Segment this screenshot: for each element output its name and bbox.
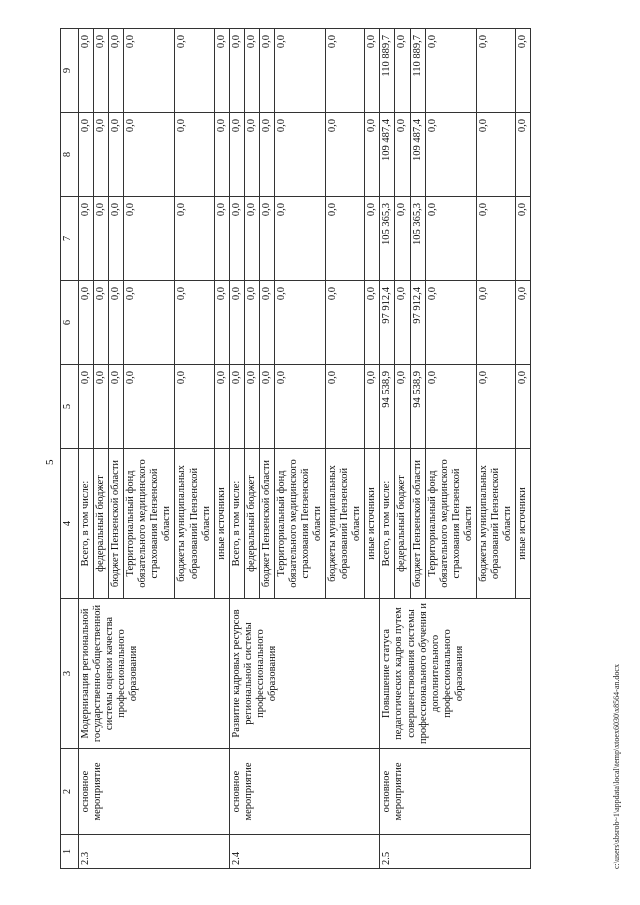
amount-cell: 0,0	[365, 365, 380, 449]
amount-cell: 0,0	[425, 197, 476, 281]
table-row	[79, 29, 94, 869]
amount-cell: 0,0	[274, 281, 325, 365]
amount-cell: 0,0	[175, 113, 214, 197]
amount-cell: 0,0	[244, 281, 259, 365]
amount-cell: 0,0	[425, 281, 476, 365]
budget-table	[60, 28, 531, 869]
amount-cell: 0,0	[109, 113, 124, 197]
funding-source: федеральный бюджет	[94, 449, 109, 599]
funding-source: иные источники	[516, 449, 531, 599]
amount-cell: 0,0	[395, 281, 410, 365]
amount-cell: 0,0	[109, 365, 124, 449]
amount-cell: 0,0	[259, 281, 274, 365]
amount-cell: 0,0	[244, 365, 259, 449]
amount-cell: 0,0	[395, 29, 410, 113]
amount-cell: 0,0	[425, 113, 476, 197]
funding-source: бюджет Пензенской области	[259, 449, 274, 599]
amount-cell: 0,0	[425, 29, 476, 113]
amount-cell: 0,0	[274, 197, 325, 281]
table-row	[380, 29, 395, 869]
header-cell: 7	[61, 197, 79, 281]
amount-cell: 0,0	[109, 29, 124, 113]
amount-cell: 0,0	[259, 113, 274, 197]
funding-source: бюджеты муниципальных образований Пензенской области	[476, 449, 515, 599]
amount-cell: 0,0	[79, 365, 94, 449]
item-number: 2.5	[380, 835, 531, 869]
header-cell: 4	[61, 449, 79, 599]
item-number: 2.3	[79, 835, 230, 869]
funding-source: бюджет Пензенской области	[410, 449, 425, 599]
amount-cell: 0,0	[244, 197, 259, 281]
page-number: 5	[44, 459, 56, 465]
amount-cell: 0,0	[175, 29, 214, 113]
item-title: Повышение статуса педагогических кадров путем совершенствования системы профессионального обучения и дополнительного профессионального образования	[380, 599, 531, 749]
amount-cell: 0,0	[109, 281, 124, 365]
amount-cell: 0,0	[274, 29, 325, 113]
amount-cell: 0,0	[274, 365, 325, 449]
amount-cell: 109 487,4	[410, 113, 425, 197]
funding-source: Территориальный фонд обязательного медицинского страхования Пензенской области	[274, 449, 325, 599]
item-type: основное мероприятие	[229, 749, 380, 835]
amount-cell: 0,0	[79, 281, 94, 365]
amount-cell: 0,0	[516, 29, 531, 113]
amount-cell: 0,0	[326, 281, 365, 365]
file-path-footer: c:\users\sbsrob~1\appdata\local\temp\xtoex6030\x8564-an.docx	[612, 664, 621, 869]
header-cell: 1	[61, 835, 79, 869]
amount-cell: 0,0	[425, 365, 476, 449]
header-cell: 3	[61, 599, 79, 749]
funding-source: бюджет Пензенской области	[109, 449, 124, 599]
amount-cell: 0,0	[274, 113, 325, 197]
amount-cell: 0,0	[94, 113, 109, 197]
amount-cell: 0,0	[476, 197, 515, 281]
funding-source: Территориальный фонд обязательного медицинского страхования Пензенской области	[124, 449, 175, 599]
amount-cell: 97 912,4	[410, 281, 425, 365]
amount-cell: 0,0	[229, 29, 244, 113]
funding-source: федеральный бюджет	[395, 449, 410, 599]
amount-cell: 0,0	[124, 113, 175, 197]
funding-source: Всего, в том числе:	[229, 449, 244, 599]
amount-cell: 0,0	[79, 113, 94, 197]
amount-cell: 0,0	[476, 113, 515, 197]
amount-cell: 0,0	[476, 365, 515, 449]
amount-cell: 0,0	[516, 197, 531, 281]
amount-cell: 0,0	[395, 113, 410, 197]
amount-cell: 0,0	[214, 113, 229, 197]
table-row	[229, 29, 244, 869]
amount-cell: 0,0	[214, 29, 229, 113]
amount-cell: 0,0	[365, 113, 380, 197]
item-title: Модернизация региональной государственно-общественной системы оценки качества профессионального образования	[79, 599, 230, 749]
funding-source: иные источники	[365, 449, 380, 599]
header-cell: 6	[61, 281, 79, 365]
amount-cell: 0,0	[326, 197, 365, 281]
amount-cell: 0,0	[259, 365, 274, 449]
amount-cell: 0,0	[516, 281, 531, 365]
item-type: основное мероприятие	[79, 749, 230, 835]
amount-cell: 0,0	[124, 197, 175, 281]
amount-cell: 109 487,4	[380, 113, 395, 197]
amount-cell: 0,0	[244, 113, 259, 197]
amount-cell: 0,0	[94, 197, 109, 281]
amount-cell: 0,0	[259, 197, 274, 281]
amount-cell: 0,0	[229, 365, 244, 449]
header-row	[61, 29, 79, 869]
header-cell: 5	[61, 365, 79, 449]
amount-cell: 0,0	[476, 29, 515, 113]
funding-source: федеральный бюджет	[244, 449, 259, 599]
amount-cell: 0,0	[476, 281, 515, 365]
funding-source: бюджеты муниципальных образований Пензенской области	[175, 449, 214, 599]
amount-cell: 0,0	[214, 365, 229, 449]
amount-cell: 0,0	[229, 197, 244, 281]
amount-cell: 0,0	[79, 29, 94, 113]
amount-cell: 0,0	[109, 197, 124, 281]
amount-cell: 0,0	[94, 29, 109, 113]
funding-source: бюджеты муниципальных образований Пензенской области	[326, 449, 365, 599]
amount-cell: 0,0	[175, 281, 214, 365]
amount-cell: 0,0	[124, 281, 175, 365]
header-cell: 8	[61, 113, 79, 197]
amount-cell: 0,0	[94, 281, 109, 365]
amount-cell: 0,0	[516, 113, 531, 197]
header-cell: 2	[61, 749, 79, 835]
amount-cell: 0,0	[516, 365, 531, 449]
amount-cell: 0,0	[214, 197, 229, 281]
amount-cell: 0,0	[175, 365, 214, 449]
amount-cell: 0,0	[124, 29, 175, 113]
amount-cell: 105 365,3	[380, 197, 395, 281]
amount-cell: 0,0	[395, 197, 410, 281]
amount-cell: 0,0	[326, 113, 365, 197]
amount-cell: 0,0	[365, 197, 380, 281]
amount-cell: 0,0	[326, 29, 365, 113]
amount-cell: 0,0	[244, 29, 259, 113]
amount-cell: 94 538,9	[410, 365, 425, 449]
item-type: основное мероприятие	[380, 749, 531, 835]
item-number: 2.4	[229, 835, 380, 869]
amount-cell: 0,0	[229, 281, 244, 365]
amount-cell: 110 889,7	[380, 29, 395, 113]
funding-source: Всего, в том числе:	[79, 449, 94, 599]
amount-cell: 110 889,7	[410, 29, 425, 113]
amount-cell: 97 912,4	[380, 281, 395, 365]
item-title: Развитие кадровых ресурсов региональной системы профессионального образования	[229, 599, 380, 749]
amount-cell: 105 365,3	[410, 197, 425, 281]
funding-source: иные источники	[214, 449, 229, 599]
amount-cell: 0,0	[395, 365, 410, 449]
amount-cell: 0,0	[326, 365, 365, 449]
amount-cell: 0,0	[79, 197, 94, 281]
amount-cell: 0,0	[259, 29, 274, 113]
amount-cell: 0,0	[94, 365, 109, 449]
amount-cell: 0,0	[175, 197, 214, 281]
amount-cell: 0,0	[365, 29, 380, 113]
amount-cell: 0,0	[214, 281, 229, 365]
funding-source: Территориальный фонд обязательного медицинского страхования Пензенской области	[425, 449, 476, 599]
amount-cell: 94 538,9	[380, 365, 395, 449]
funding-source: Всего, в том числе:	[380, 449, 395, 599]
header-cell: 9	[61, 29, 79, 113]
amount-cell: 0,0	[124, 365, 175, 449]
amount-cell: 0,0	[365, 281, 380, 365]
amount-cell: 0,0	[229, 113, 244, 197]
